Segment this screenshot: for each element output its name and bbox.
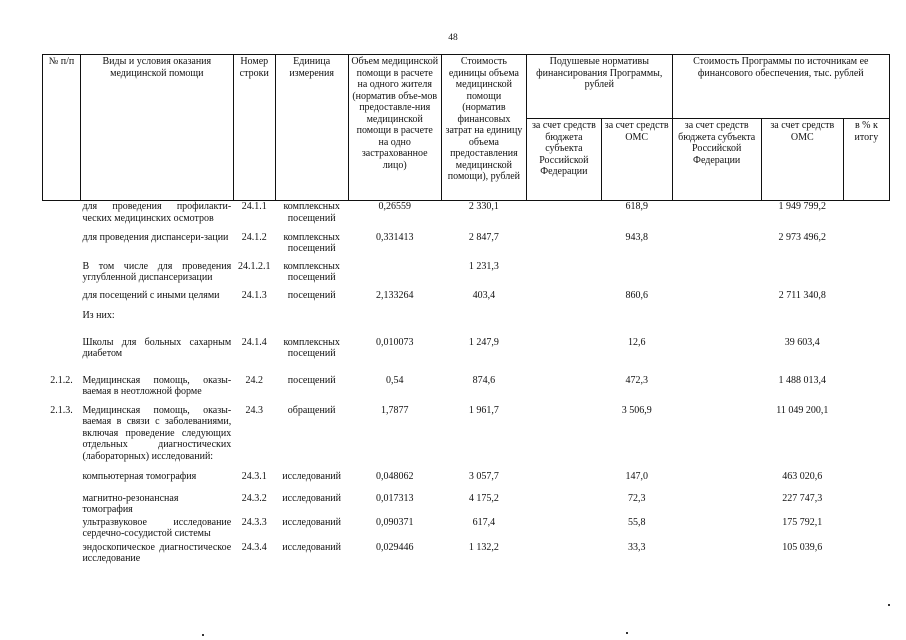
row-unit: исследований [282, 516, 341, 528]
row-line-number: 24.1.2.1 [237, 260, 271, 272]
row-per-capita-oms: 72,3 [627, 492, 646, 504]
row-per-capita-budget [526, 261, 601, 290]
row-program-oms: 1 488 013,4 [778, 374, 827, 386]
row-volume: 0,029446 [375, 541, 414, 553]
row-care-type: В том числе для проведения углубленной диспансеризации [82, 260, 232, 283]
row-volume: 1,7877 [380, 404, 409, 416]
row-number [43, 232, 81, 261]
header-per-capita-budget: за счет средств бюджета субъекта Российской Федерации [526, 119, 601, 201]
row-per-capita-oms [601, 310, 672, 337]
row-volume: 0,090371 [375, 516, 414, 528]
table-row [43, 337, 890, 375]
document-sheet [42, 54, 890, 566]
table-row [43, 471, 890, 493]
row-volume: 0,010073 [375, 336, 414, 348]
row-per-capita-budget [526, 542, 601, 566]
row-care-type: для проведения профилакти-ческих медицинских осмотров [82, 201, 232, 224]
scan-speck [626, 632, 628, 634]
header-per-capita-oms: за счет средств ОМС [601, 119, 672, 201]
header-program-percent: в % к итогу [843, 119, 889, 201]
table-row [43, 310, 890, 337]
row-program-oms [761, 310, 843, 337]
page-number: 48 [448, 33, 458, 43]
row-per-capita-budget [526, 493, 601, 517]
row-per-capita-oms: 472,3 [625, 374, 648, 386]
row-program-percent [843, 261, 889, 290]
header-unit: Единица измерения [275, 55, 348, 201]
row-unit: исследований [282, 470, 341, 482]
row-care-type: Школы для больных сахарным диабетом [82, 336, 232, 359]
row-unit-cost: 1 247,9 [468, 336, 499, 348]
row-care-type: ультразвуковое исследование сердечно-сосудистой системы [82, 516, 232, 539]
header-unit-cost: Стоимость единицы объема медицинской помощи (норматив финансовых затрат на единицу объема предоставления медицинской помощи), рублей [441, 55, 526, 201]
row-unit [275, 310, 348, 337]
row-program-percent [843, 201, 889, 232]
table-row [43, 201, 890, 232]
table-header [43, 55, 890, 201]
row-program-budget [672, 493, 761, 517]
row-number [43, 493, 81, 517]
row-program-oms: 2 973 496,2 [778, 231, 827, 243]
table-row [43, 290, 890, 310]
row-unit-cost: 4 175,2 [468, 492, 499, 504]
row-line-number: 24.1.4 [241, 336, 267, 348]
table-row [43, 493, 890, 517]
row-program-oms: 175 792,1 [782, 516, 823, 528]
table-row [43, 517, 890, 542]
row-line-number: 24.1.3 [241, 289, 267, 301]
row-program-budget [672, 471, 761, 493]
row-program-budget [672, 290, 761, 310]
row-program-percent [843, 493, 889, 517]
row-per-capita-oms [601, 261, 672, 290]
row-volume: 0,26559 [378, 201, 411, 212]
row-per-capita-oms: 943,8 [625, 231, 648, 243]
row-unit-cost: 2 847,7 [468, 231, 499, 243]
row-per-capita-budget [526, 232, 601, 261]
row-program-budget [672, 405, 761, 471]
row-number [43, 201, 81, 232]
row-unit: посещений [287, 374, 336, 386]
row-line-number: 24.2 [245, 374, 263, 386]
scan-speck [888, 604, 890, 606]
row-per-capita-oms: 147,0 [625, 470, 648, 482]
row-program-budget [672, 337, 761, 375]
row-line-number: 24.3.1 [241, 470, 267, 482]
row-unit-cost: 1 961,7 [468, 404, 499, 416]
row-care-type: эндоскопическое диагностическое исследование [82, 541, 232, 564]
row-number: 2.1.2. [50, 374, 73, 386]
row-unit: обращений [287, 404, 336, 416]
header-number: № п/п [43, 55, 81, 201]
row-program-percent [843, 471, 889, 493]
row-program-oms: 2 711 340,8 [778, 289, 826, 301]
row-program-percent [843, 542, 889, 566]
row-program-percent [843, 232, 889, 261]
row-care-type: компьютерная томография [82, 470, 197, 482]
row-per-capita-oms: 3 506,9 [621, 404, 652, 416]
row-per-capita-budget [526, 405, 601, 471]
row-per-capita-budget [526, 201, 601, 232]
row-number [43, 310, 81, 337]
header-volume: Объем медицинской помощи в расчете на одного жителя (норматив объе-мов предоставле-ния медицинской помощи в расчете на одно застрахованное лицо) [348, 55, 441, 201]
row-number: 2.1.3. [50, 404, 73, 416]
table-row [43, 261, 890, 290]
row-line-number: 24.3.4 [241, 541, 267, 553]
row-unit: комплексных посещений [283, 336, 340, 359]
row-number [43, 542, 81, 566]
header-line-number: Номер строки [233, 55, 275, 201]
row-unit: комплексных посещений [283, 260, 340, 283]
row-unit: комплексных посещений [283, 231, 340, 254]
row-program-percent [843, 405, 889, 471]
row-volume: 2,133264 [375, 289, 414, 301]
row-care-type: Медицинская помощь, оказы-ваемая в связи с заболеваниями, включая проведение следующих отдельных диагностических (лабораторных) исследований: [82, 404, 232, 462]
row-number [43, 337, 81, 375]
row-line-number: 24.1.1 [241, 201, 267, 212]
row-program-budget [672, 232, 761, 261]
row-unit: исследований [282, 492, 341, 504]
header-program-budget: за счет средств бюджета субъекта Российской Федерации [672, 119, 761, 201]
row-line-number: 24.3 [245, 404, 263, 416]
row-per-capita-budget [526, 310, 601, 337]
row-program-oms: 105 039,6 [782, 541, 823, 553]
row-volume: 0,54 [385, 374, 404, 386]
row-per-capita-oms: 55,8 [627, 516, 646, 528]
row-volume: 0,048062 [375, 470, 414, 482]
row-per-capita-budget [526, 337, 601, 375]
row-program-percent [843, 517, 889, 542]
row-care-type: для посещений с иными целями [82, 289, 220, 301]
row-per-capita-oms: 12,6 [627, 336, 646, 348]
row-per-capita-budget [526, 375, 601, 405]
row-number [43, 517, 81, 542]
row-volume [348, 261, 441, 290]
row-unit-cost: 1 132,2 [468, 541, 499, 553]
row-program-budget [672, 375, 761, 405]
row-program-oms: 463 020,6 [782, 470, 823, 482]
row-line-number: 24.3.2 [241, 492, 267, 504]
row-line-number [233, 310, 275, 337]
row-program-percent [843, 375, 889, 405]
row-unit: исследований [282, 541, 341, 553]
row-per-capita-oms: 618,9 [625, 201, 648, 212]
row-program-percent [843, 337, 889, 375]
row-care-type: Из них: [82, 309, 115, 321]
row-care-type: магнитно-резонансная томография [82, 492, 179, 515]
table-row [43, 375, 890, 405]
row-volume: 0,017313 [375, 492, 414, 504]
row-program-oms: 1 949 799,2 [778, 201, 827, 212]
row-program-budget [672, 261, 761, 290]
row-program-budget [672, 201, 761, 232]
row-per-capita-budget [526, 290, 601, 310]
row-program-percent [843, 290, 889, 310]
table-row [43, 405, 890, 471]
row-per-capita-oms: 860,6 [625, 289, 648, 301]
header-program-oms: за счет средств ОМС [761, 119, 843, 201]
row-number [43, 471, 81, 493]
row-program-percent [843, 310, 889, 337]
row-number [43, 261, 81, 290]
row-care-type: для проведения диспансери-зации [82, 231, 229, 243]
row-unit-cost [441, 310, 526, 337]
header-program-cost: Стоимость Программы по источникам ее финансового обеспечения, тыс. рублей [672, 55, 889, 119]
row-unit: комплексных посещений [283, 201, 340, 224]
scan-speck [202, 634, 204, 636]
row-volume: 0,331413 [375, 231, 414, 243]
row-program-oms: 227 747,3 [782, 492, 823, 504]
row-program-oms: 11 049 200,1 [776, 404, 829, 416]
row-care-type: Медицинская помощь, оказы-ваемая в неотложной форме [82, 374, 232, 397]
row-per-capita-oms: 33,3 [627, 541, 646, 553]
row-program-budget [672, 542, 761, 566]
row-line-number: 24.1.2 [241, 231, 267, 243]
row-number [43, 290, 81, 310]
row-program-budget [672, 310, 761, 337]
row-unit-cost: 403,4 [472, 289, 496, 301]
table-row [43, 232, 890, 261]
table-body [43, 201, 890, 566]
row-per-capita-budget [526, 471, 601, 493]
row-unit-cost: 617,4 [472, 516, 496, 528]
row-unit-cost: 3 057,7 [468, 470, 499, 482]
header-per-capita: Подушевые нормативы финансирования Программы, рублей [526, 55, 672, 119]
table-row [43, 542, 890, 566]
row-program-budget [672, 517, 761, 542]
row-per-capita-budget [526, 517, 601, 542]
row-unit-cost: 874,6 [472, 374, 496, 386]
program-cost-table [42, 54, 890, 566]
row-unit-cost: 2 330,1 [468, 201, 499, 212]
row-unit-cost: 1 231,3 [468, 260, 499, 272]
row-program-oms [761, 261, 843, 290]
row-unit: посещений [287, 289, 336, 301]
row-program-oms: 39 603,4 [784, 336, 820, 348]
row-line-number: 24.3.3 [241, 516, 267, 528]
row-volume [348, 310, 441, 337]
header-care-type: Виды и условия оказания медицинской помощи [80, 55, 233, 201]
